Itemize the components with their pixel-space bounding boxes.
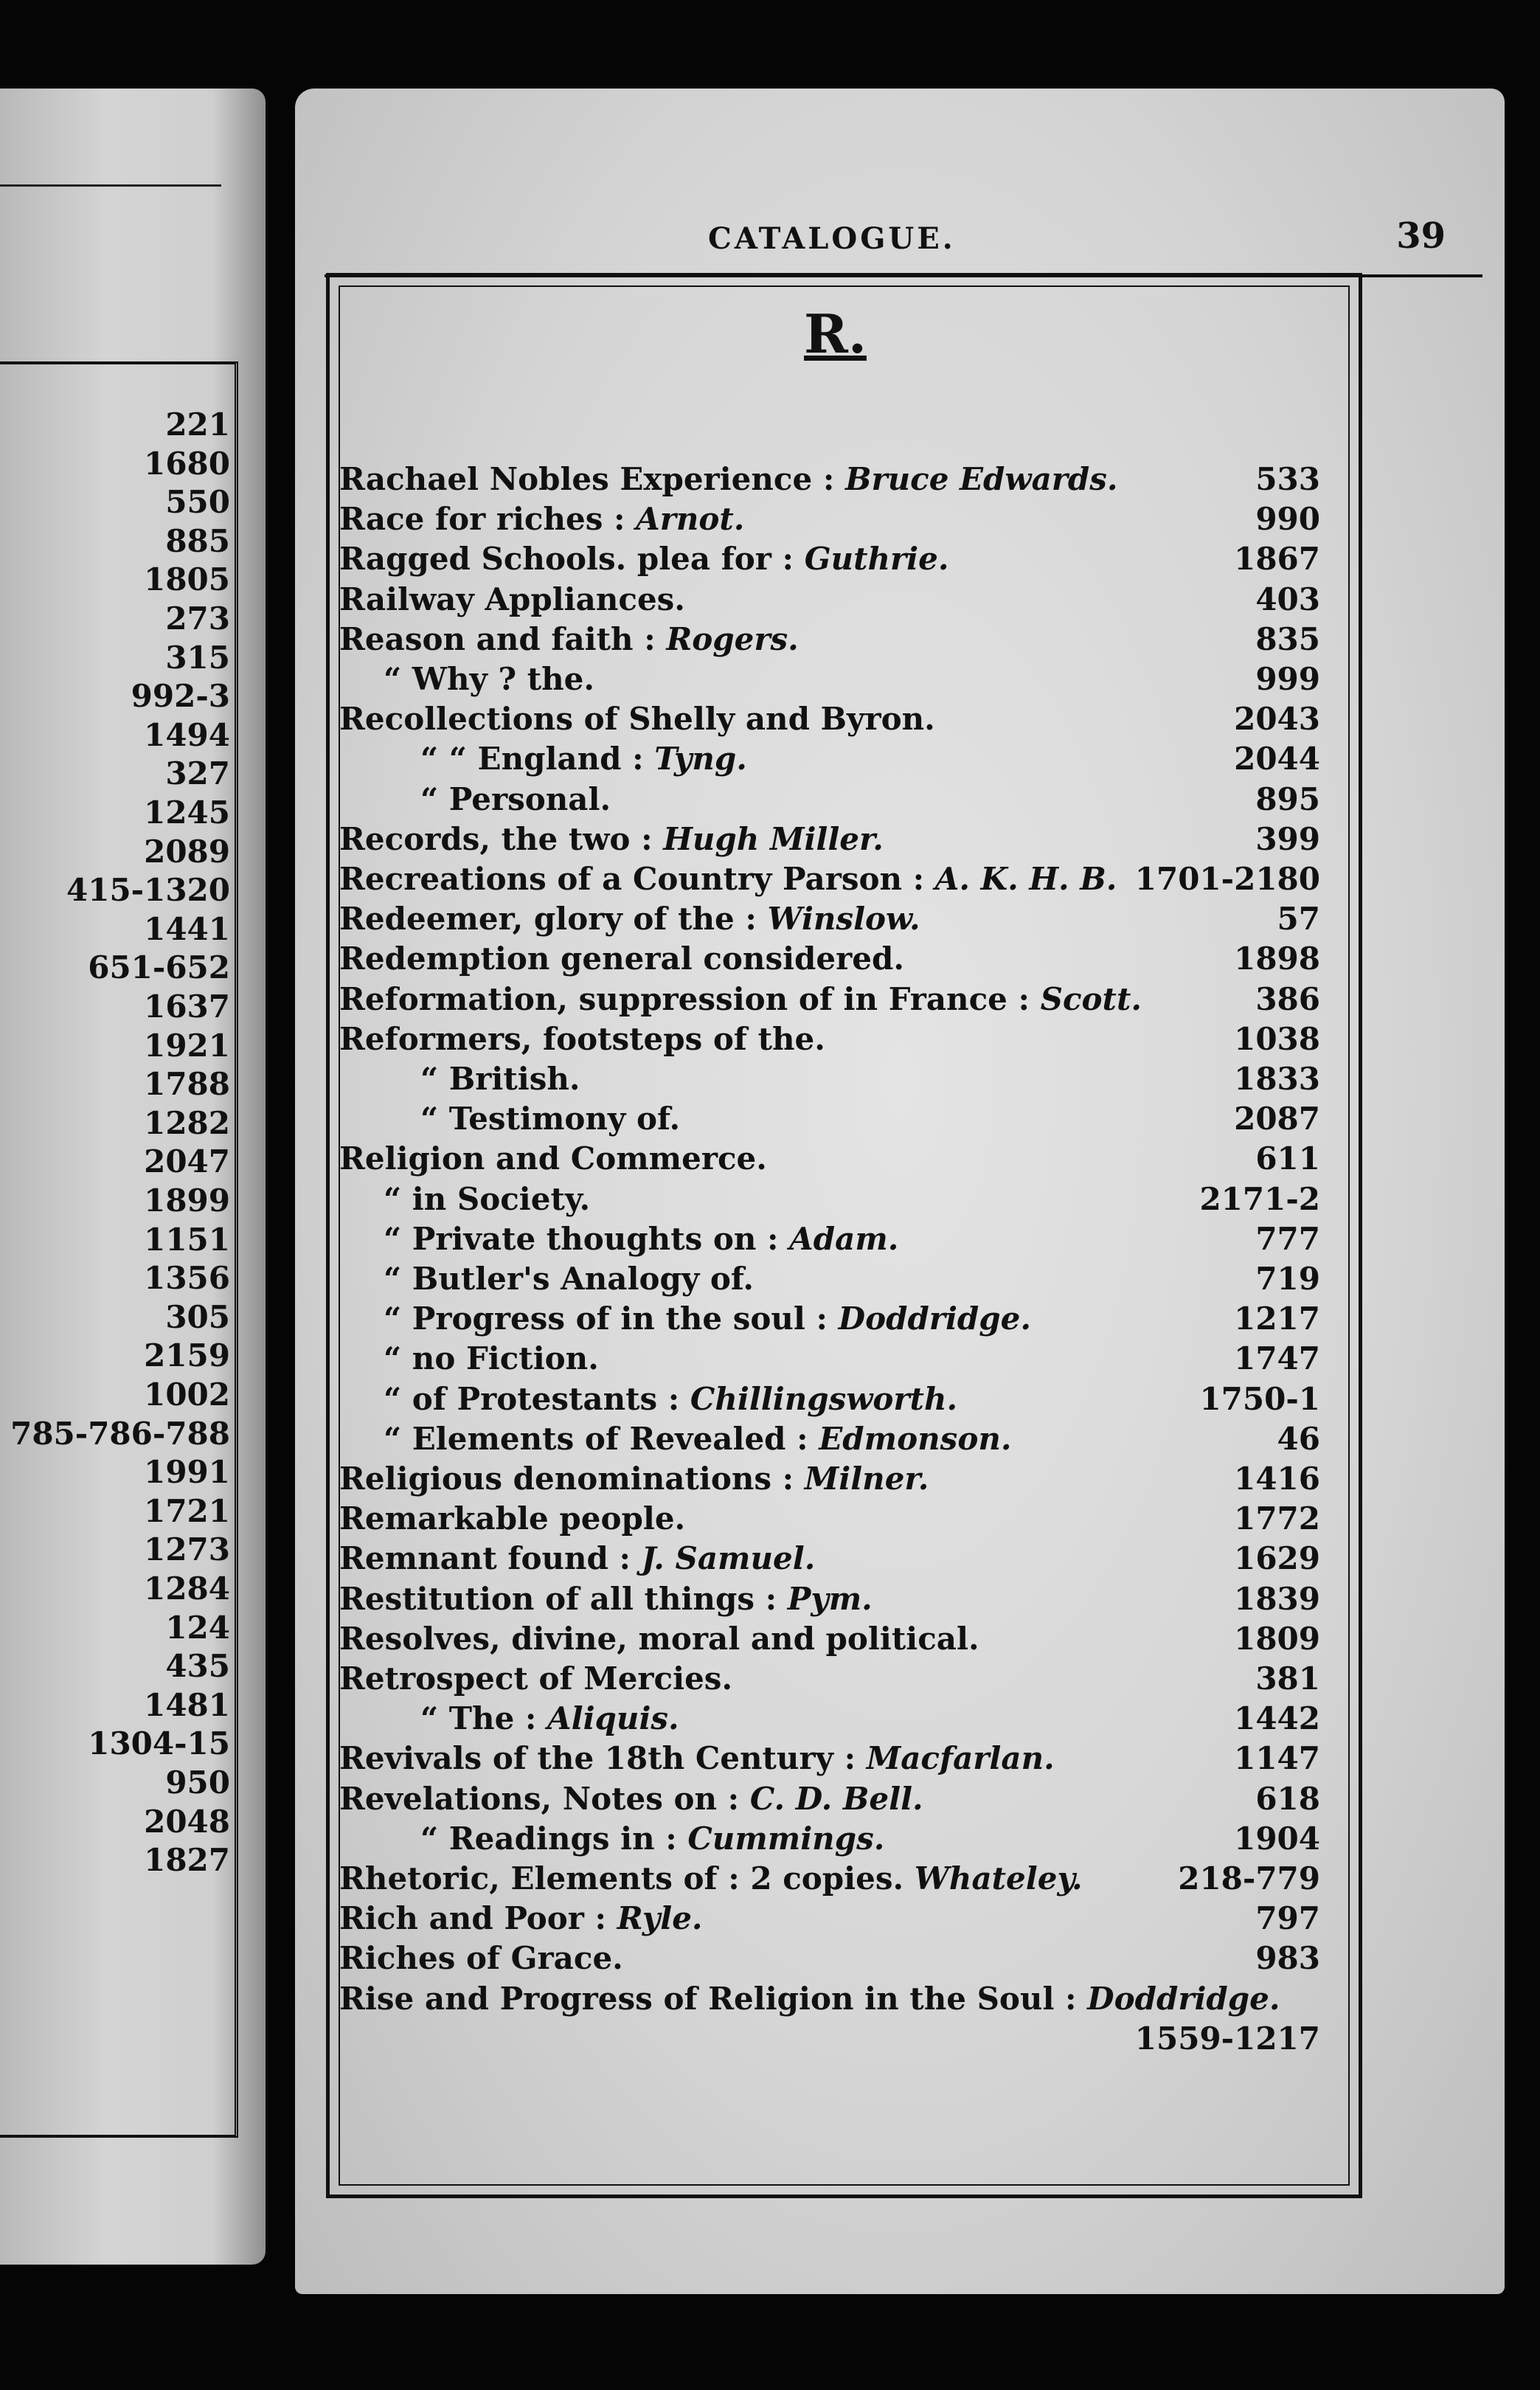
entry-text: Religious denominations : — [339, 1461, 805, 1497]
entry-number: 386 — [1255, 980, 1320, 1017]
left-page-number: 1899 — [144, 1182, 230, 1219]
catalogue-entry — [339, 621, 1320, 661]
running-head: CATALOGUE. — [708, 221, 956, 256]
entry-text: Resolves, divine, moral and political. — [339, 1620, 979, 1657]
catalogue-entry — [339, 1900, 1320, 1940]
entry-number: 1442 — [1234, 1700, 1320, 1737]
entry-title — [339, 1981, 1280, 2017]
entry-text: Rich and Poor : — [339, 1900, 617, 1937]
entry-text: Riches of Grace. — [339, 1940, 623, 1977]
left-page-number: 1356 — [144, 1260, 230, 1297]
entry-text: “ Elements of Revealed : — [384, 1420, 819, 1457]
left-page-number: 1680 — [144, 445, 230, 482]
entry-number: 895 — [1255, 780, 1320, 817]
catalogue-entry — [339, 1700, 1320, 1740]
entry-text: “ no Fiction. — [384, 1340, 599, 1377]
entry-title — [384, 1381, 957, 1417]
entry-number: 2087 — [1234, 1101, 1320, 1137]
catalogue-entry — [339, 1860, 1320, 1900]
entry-number: 990 — [1255, 501, 1320, 538]
entry-text: Religion and Commerce. — [339, 1140, 767, 1177]
page-number: 39 — [1396, 215, 1446, 257]
entry-title — [420, 1821, 884, 1857]
entry-number: 533 — [1255, 461, 1320, 497]
entry-number: 618 — [1255, 1780, 1320, 1817]
entry-title — [339, 1660, 732, 1697]
catalogue-entry — [339, 741, 1320, 780]
entry-title — [339, 1021, 825, 1057]
entry-number: 983 — [1255, 1940, 1320, 1977]
entry-title — [339, 701, 935, 737]
entry-title — [339, 581, 685, 617]
entry-number: 403 — [1255, 581, 1320, 617]
left-page-number: 651-652 — [88, 949, 230, 986]
entry-text: Revelations, Notes on : — [339, 1780, 750, 1817]
entry-author: Guthrie. — [804, 541, 949, 578]
entry-text: Redemption general considered. — [339, 941, 904, 977]
left-page-number: 1284 — [144, 1570, 230, 1607]
entry-title — [339, 981, 1142, 1017]
left-page-number: 2089 — [144, 833, 230, 870]
entry-title — [339, 1940, 623, 1976]
entry-title — [384, 1300, 1031, 1337]
catalogue-entry — [339, 1381, 1320, 1421]
entry-text: Ragged Schools. plea for : — [339, 541, 805, 578]
entry-title — [339, 621, 799, 657]
entry-title — [384, 1421, 1011, 1457]
entry-title — [420, 741, 747, 777]
entry-text: Rachael Nobles Experience : — [339, 461, 845, 497]
catalogue-entry — [339, 461, 1320, 501]
entry-author: Doddridge. — [1087, 1980, 1280, 2017]
catalogue-entry — [339, 1140, 1320, 1180]
left-page-number: 327 — [165, 755, 230, 792]
entry-number: 1898 — [1234, 941, 1320, 977]
entry-number: 1038 — [1234, 1020, 1320, 1057]
entry-text: Remarkable people. — [339, 1500, 686, 1537]
left-page-number: 1304-15 — [88, 1725, 230, 1762]
entry-number: 381 — [1255, 1660, 1320, 1697]
left-page-number: 415-1320 — [66, 872, 230, 909]
catalogue-entry — [339, 1621, 1320, 1660]
entry-text: “ Butler's Analogy of. — [384, 1261, 755, 1297]
entry-number: 1147 — [1234, 1740, 1320, 1777]
entry-number: 835 — [1255, 620, 1320, 657]
left-page-number: 2047 — [144, 1143, 230, 1180]
entry-author: J. Samuel. — [641, 1540, 816, 1577]
entry-author: A. K. H. B. — [934, 861, 1117, 897]
entry-title — [339, 1540, 815, 1576]
left-page-number: 1637 — [144, 988, 230, 1025]
catalogue-entry — [339, 1781, 1320, 1821]
entry-number: 1867 — [1234, 541, 1320, 578]
entry-text: Race for riches : — [339, 501, 637, 538]
catalogue-entry — [339, 1421, 1320, 1461]
entry-title — [339, 1621, 979, 1657]
entry-text: Records, the two : — [339, 820, 664, 857]
entry-number: 1217 — [1234, 1300, 1320, 1337]
entry-title — [384, 1261, 754, 1297]
entry-title — [420, 1101, 680, 1137]
entry-title — [339, 461, 1118, 497]
catalogue-entry — [339, 1340, 1320, 1380]
entry-number: 777 — [1255, 1220, 1320, 1257]
entry-title — [339, 1900, 703, 1936]
entry-author: Pym. — [787, 1580, 873, 1617]
catalogue-entry — [339, 1061, 1320, 1101]
entry-title — [384, 1340, 599, 1376]
entry-author: Aliquis. — [547, 1700, 679, 1737]
entry-title — [339, 941, 904, 977]
catalogue-entry — [339, 981, 1320, 1021]
left-page-number: 1805 — [144, 561, 230, 598]
catalogue-entry — [339, 1660, 1320, 1700]
catalogue-entry — [339, 2020, 1320, 2060]
entry-text: “ Private thoughts on : — [384, 1220, 790, 1257]
catalogue-entry — [339, 501, 1320, 541]
entry-number: 1747 — [1234, 1340, 1320, 1377]
entry-title — [339, 901, 920, 937]
catalogue-entry — [339, 1821, 1320, 1860]
entry-text: “ Progress of in the soul : — [384, 1300, 839, 1337]
catalogue-entry — [339, 1581, 1320, 1621]
entry-author: Rogers. — [666, 620, 799, 657]
entry-text: “ Testimony of. — [420, 1101, 681, 1137]
left-page-number: 1721 — [144, 1492, 230, 1529]
left-page-number: 550 — [165, 484, 230, 521]
entry-text: Redeemer, glory of the : — [339, 901, 768, 938]
entry-title — [339, 1581, 873, 1617]
entry-text: “ Why ? the. — [384, 661, 595, 697]
entry-number: 2043 — [1234, 701, 1320, 738]
header-rule — [325, 274, 1482, 277]
left-page-number: 221 — [165, 406, 230, 443]
left-page-number: 315 — [165, 639, 230, 676]
entry-number: 1809 — [1234, 1620, 1320, 1657]
entry-number: 399 — [1255, 820, 1320, 857]
entry-text: Reformers, footsteps of the. — [339, 1020, 825, 1057]
catalogue-entry — [339, 1181, 1320, 1221]
left-page-number: 1494 — [144, 716, 230, 753]
entry-author: Scott. — [1040, 980, 1142, 1017]
catalogue-entry — [339, 1221, 1320, 1261]
entry-number: 1701-2180 — [1134, 861, 1320, 897]
catalogue-entry — [339, 1461, 1320, 1500]
entry-number: 611 — [1255, 1140, 1320, 1177]
entry-author: Adam. — [789, 1220, 899, 1257]
entry-text: Railway Appliances. — [339, 581, 685, 617]
entry-text: “ The : — [420, 1700, 548, 1737]
entry-number: 999 — [1255, 661, 1320, 697]
entry-author: Arnot. — [636, 501, 745, 538]
entry-title — [384, 1221, 898, 1257]
catalogue-entry — [339, 701, 1320, 741]
entry-text: Retrospect of Mercies. — [339, 1660, 733, 1697]
entry-text: Recollections of Shelly and Byron. — [339, 701, 935, 738]
entry-number: 218-779 — [1178, 1860, 1320, 1897]
left-page-number: 1788 — [144, 1066, 230, 1103]
catalogue-entry — [339, 1261, 1320, 1300]
entry-text: Recreations of a Country Parson : — [339, 861, 935, 897]
entry-title — [339, 1781, 923, 1817]
entry-title — [384, 661, 594, 697]
entry-number: 1833 — [1234, 1061, 1320, 1097]
entry-title — [339, 1500, 685, 1537]
left-page-number: 2048 — [144, 1803, 230, 1840]
entry-number: 1904 — [1234, 1820, 1320, 1857]
header-rule — [0, 184, 221, 187]
left-page-number: 1002 — [144, 1376, 230, 1413]
entry-number: 1416 — [1234, 1461, 1320, 1497]
entry-author: Ryle. — [617, 1900, 703, 1937]
catalogue-page — [295, 89, 1505, 2294]
entry-number: 719 — [1255, 1261, 1320, 1297]
left-page-number: 2159 — [144, 1337, 230, 1374]
left-page-number: 785-786-788 — [10, 1415, 230, 1452]
entry-title — [420, 781, 611, 817]
entry-author: Tyng. — [654, 741, 747, 777]
left-page-number: 1273 — [144, 1531, 230, 1568]
left-page-number: 124 — [165, 1609, 230, 1646]
left-page-number: 1441 — [144, 910, 230, 947]
entry-text: “ “ England : — [420, 741, 655, 777]
entry-number: 46 — [1277, 1420, 1320, 1457]
catalogue-entry — [339, 1740, 1320, 1780]
entry-title — [339, 501, 744, 537]
catalogue-entry — [339, 821, 1320, 861]
entry-author: Winslow. — [767, 901, 920, 938]
catalogue-entry — [339, 661, 1320, 701]
entry-title — [339, 1140, 767, 1177]
entry-author: Whateley. — [914, 1860, 1083, 1897]
catalogue-entry — [339, 901, 1320, 941]
catalogue-entry — [339, 581, 1320, 621]
entry-title — [339, 541, 948, 577]
entry-number: 1750-1 — [1199, 1380, 1320, 1417]
catalogue-entry — [339, 1300, 1320, 1340]
entry-author: Hugh Miller. — [663, 820, 884, 857]
entry-author: Cummings. — [687, 1820, 885, 1857]
entry-number: 1772 — [1234, 1500, 1320, 1537]
entry-text: Remnant found : — [339, 1540, 642, 1577]
entry-title — [339, 1860, 1083, 1897]
entry-author: Chillingsworth. — [690, 1380, 958, 1417]
left-page-number: 435 — [165, 1648, 230, 1685]
entry-author: Macfarlan. — [866, 1740, 1055, 1777]
left-page-number: 1481 — [144, 1686, 230, 1723]
catalogue-entry — [339, 941, 1320, 980]
left-page-number: 1282 — [144, 1104, 230, 1141]
entry-title — [420, 1061, 580, 1097]
left-page-number: 1151 — [144, 1221, 230, 1258]
catalogue-entry — [339, 1101, 1320, 1140]
entry-number: 1839 — [1234, 1580, 1320, 1617]
entry-number: 2171-2 — [1199, 1180, 1320, 1217]
left-page-number: 885 — [165, 522, 230, 559]
entry-author: C. D. Bell. — [749, 1780, 923, 1817]
entry-text: Revivals of the 18th Century : — [339, 1740, 867, 1777]
entry-author: Edmonson. — [819, 1420, 1012, 1457]
catalogue-entry — [339, 541, 1320, 581]
catalogue-entry — [339, 1981, 1320, 2020]
entry-number: 2044 — [1234, 741, 1320, 777]
entry-text: Reason and faith : — [339, 620, 667, 657]
entry-author: Milner. — [804, 1461, 929, 1497]
entry-text: “ British. — [420, 1061, 580, 1097]
catalogue-entry — [339, 1021, 1320, 1061]
entry-text: Restitution of all things : — [339, 1580, 788, 1617]
entry-number: 1629 — [1234, 1540, 1320, 1577]
entry-text: Rise and Progress of Religion in the Soul : — [339, 1980, 1088, 2017]
catalogue-entry — [339, 781, 1320, 821]
left-page-number: 305 — [165, 1298, 230, 1335]
catalogue-entry — [339, 1940, 1320, 1980]
entry-title — [339, 821, 884, 857]
entry-text: “ in Society. — [384, 1180, 591, 1217]
left-page-number: 992-3 — [131, 678, 230, 715]
entry-text: Reformation, suppression of in France : — [339, 980, 1041, 1017]
entry-title — [339, 1461, 929, 1497]
entry-title — [420, 1700, 679, 1736]
left-page-number: 1991 — [144, 1454, 230, 1491]
section-letter: R. — [804, 302, 867, 365]
entry-number: 1559-1217 — [1134, 2020, 1320, 2057]
entry-number: 797 — [1255, 1900, 1320, 1937]
entry-author: Bruce Edwards. — [844, 461, 1118, 497]
entry-title — [384, 1181, 590, 1217]
entry-number: 57 — [1277, 901, 1320, 938]
entry-text: “ Personal. — [420, 780, 611, 817]
entry-title — [339, 861, 1117, 897]
entry-text: “ of Protestants : — [384, 1380, 690, 1417]
entry-author: Doddridge. — [838, 1300, 1031, 1337]
catalogue-entry — [339, 1540, 1320, 1580]
previous-page — [0, 89, 266, 2265]
left-page-number: 950 — [165, 1764, 230, 1801]
catalogue-entry — [339, 861, 1320, 901]
entry-text: “ Readings in : — [420, 1820, 688, 1857]
left-page-number: 1245 — [144, 794, 230, 831]
left-page-number: 1827 — [144, 1842, 230, 1879]
entry-title — [339, 1740, 1055, 1776]
left-page-number: 273 — [165, 600, 230, 637]
catalogue-entry — [339, 1500, 1320, 1540]
entry-text: Rhetoric, Elements of : 2 copies. — [339, 1860, 915, 1897]
left-page-number: 1921 — [144, 1027, 230, 1064]
